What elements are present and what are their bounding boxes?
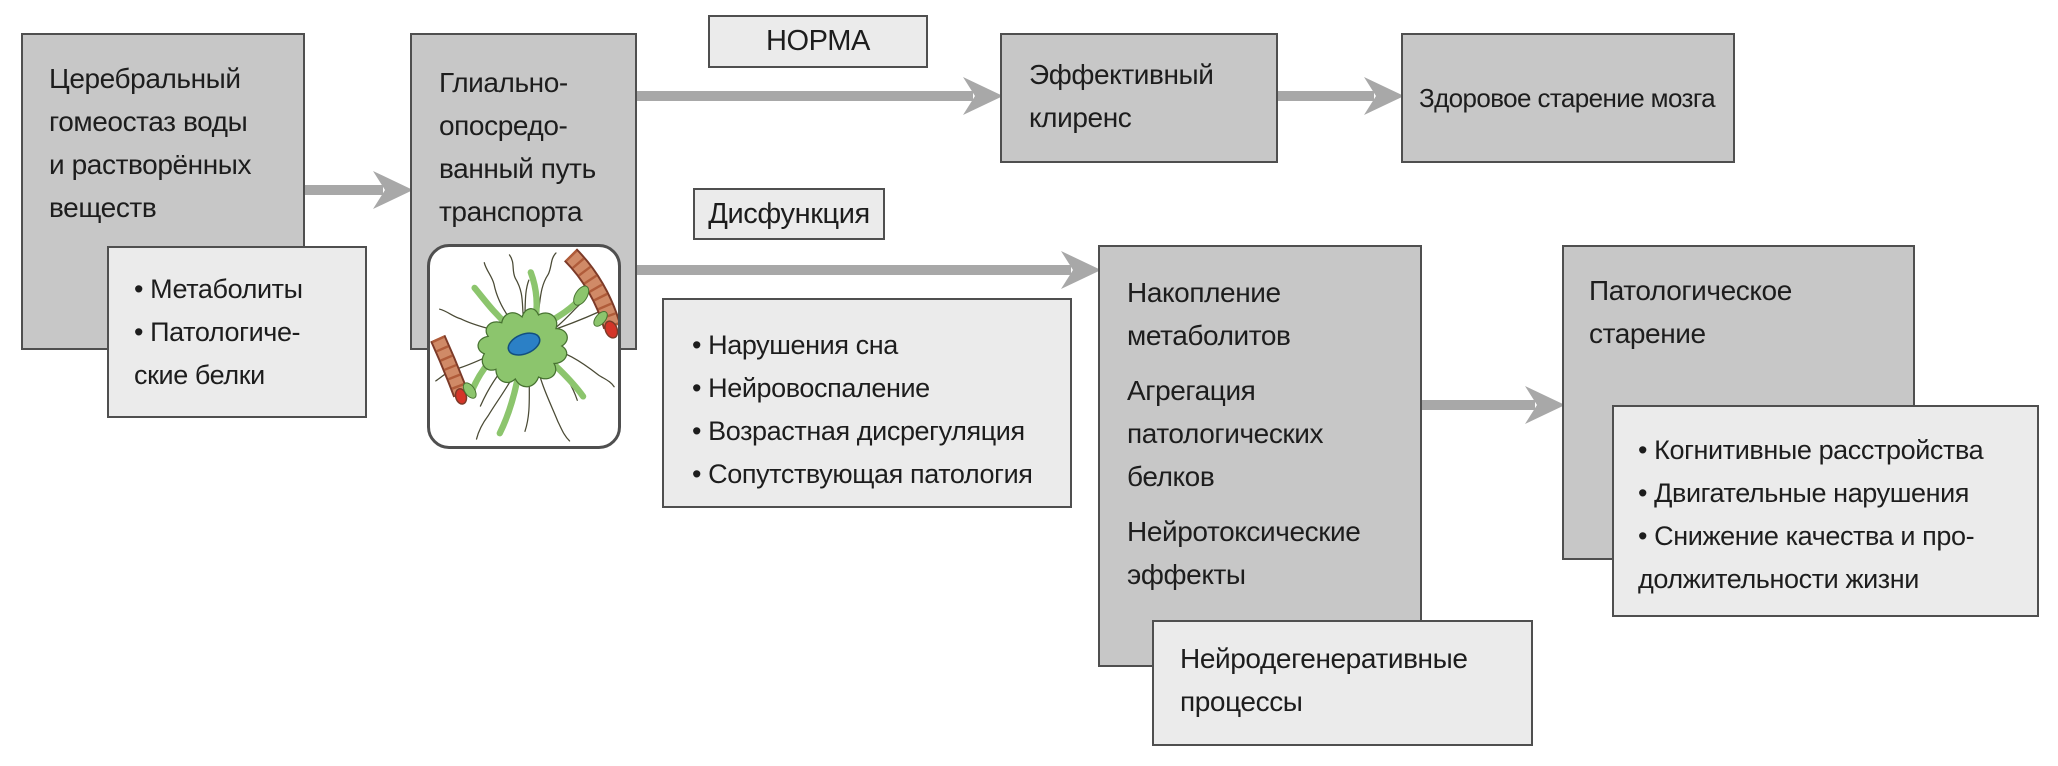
node-healthy-aging <box>1401 33 1735 163</box>
node-accumulation-paragraph-3: Нейротоксические эффекты <box>1127 516 1361 590</box>
node-effective-clearance <box>1000 33 1278 163</box>
node-accumulation-paragraph-2: Агрегация патологических белков <box>1127 375 1324 492</box>
node-healthy-aging-text: Здоровое старение мозга <box>1419 82 1716 113</box>
node-pathological-consequences-text: • Когнитивные расстройства • Двигательные нарушения • Снижение качества и про- должительности жизни <box>1638 435 1984 594</box>
node-dysfunction-factors-text: • Нарушения сна • Нейровоспаление • Возрастная дисрегуляция • Сопутствующая патология <box>692 330 1033 489</box>
astrocyte-illustration-svg <box>430 247 618 446</box>
label-norm <box>708 15 928 68</box>
arrow-dysfunction-path <box>635 250 1101 290</box>
node-neurodegenerative-processes <box>1152 620 1533 746</box>
node-accumulation <box>1098 245 1422 667</box>
arrow-norm-path <box>635 76 1003 116</box>
node-homeostasis-details-text: • Метаболиты • Патологиче- ские белки <box>134 274 303 390</box>
node-pathological-aging-text: Патологическое старение <box>1589 275 1792 349</box>
label-dysfunction-text: Дисфункция <box>708 197 870 230</box>
label-dysfunction <box>693 188 885 240</box>
node-cerebral-homeostasis-text: Церебральный гомеостаз воды и растворённых веществ <box>49 63 252 223</box>
arrow-homeostasis-to-glial <box>303 170 413 210</box>
arrow-clearance-to-healthy-aging <box>1276 76 1404 116</box>
node-neurodegenerative-processes-text: Нейродегенеративные процессы <box>1180 643 1468 717</box>
node-effective-clearance-text: Эффективный клиренс <box>1029 59 1214 133</box>
blood-vessel-bottom-left <box>438 338 468 405</box>
label-norm-text: НОРМА <box>765 25 871 57</box>
node-accumulation-paragraph-1: Накопление метаболитов <box>1127 277 1291 351</box>
node-dysfunction-factors <box>662 298 1072 508</box>
node-pathological-consequences <box>1612 405 2039 617</box>
arrow-accumulation-to-pathological-aging <box>1420 385 1565 425</box>
node-homeostasis-details <box>107 246 367 418</box>
node-glial-pathway-text: Глиально- опосредо- ванный путь транспорта <box>439 67 596 227</box>
astrocyte-with-blood-vessels-icon <box>427 244 621 449</box>
